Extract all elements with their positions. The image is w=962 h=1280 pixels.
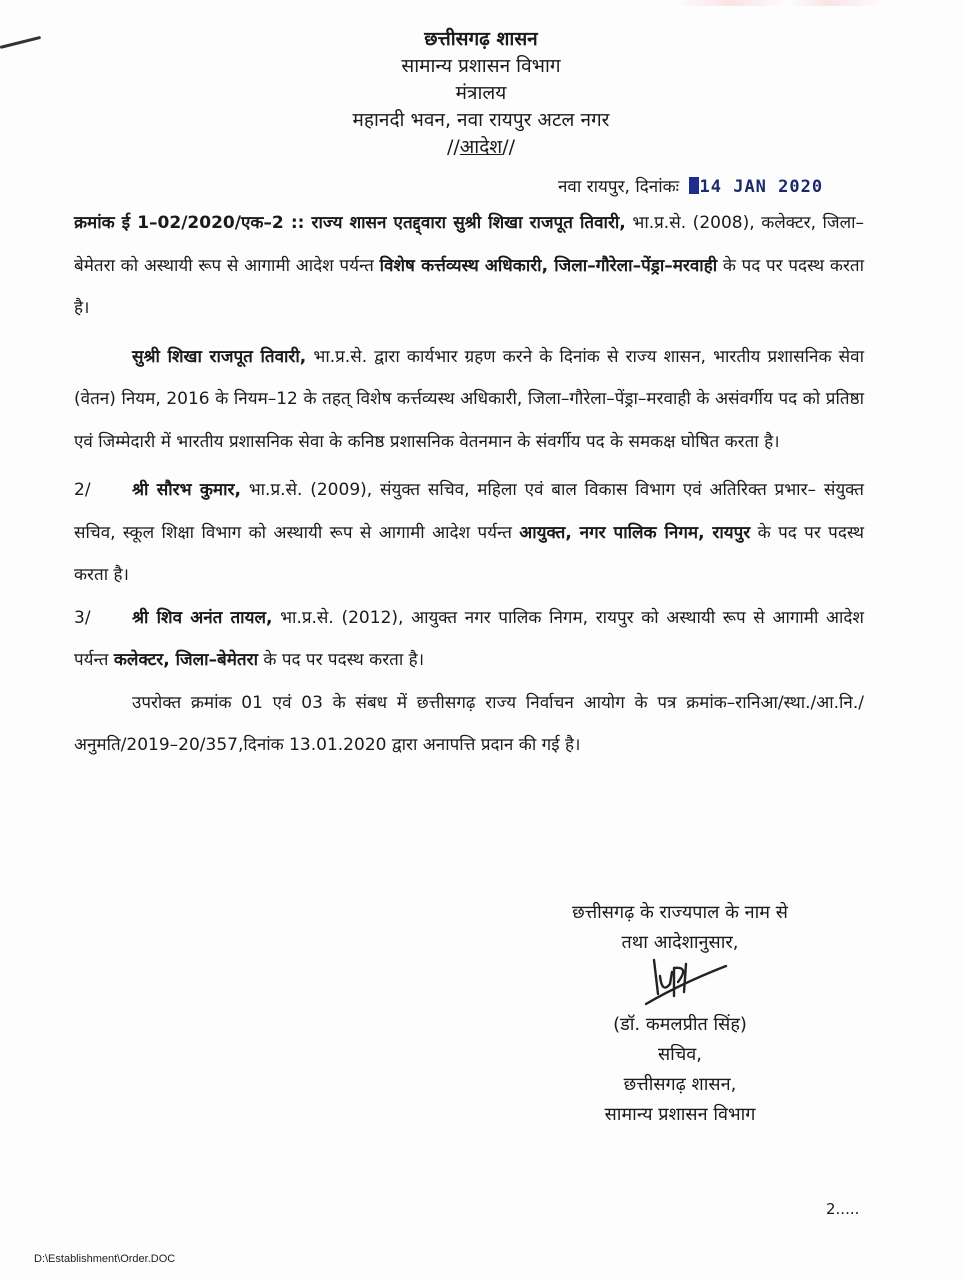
footer-file-path: D:\Establishment\Order.DOC <box>34 1253 176 1265</box>
paragraph-text: भा.प्र.से. (2008), कलेक्टर, जिला–बेमेतरा को अस्थायी रूप से आगामी आदेश पर्यन्त <box>74 213 864 276</box>
posting: कलेक्टर, जिला–बेमेतरा <box>113 650 258 670</box>
page-continuation: 2..... <box>826 1200 860 1218</box>
paragraph-4 <box>74 682 864 767</box>
stamp-date: 14 JAN 2020 <box>699 177 824 197</box>
order-title-text: आदेश <box>459 136 503 158</box>
place-date-label: नवा रायपुर, दिनांकः <box>558 177 680 197</box>
signature <box>500 958 860 1010</box>
department-name: सामान्य प्रशासन विभाग <box>401 55 561 77</box>
paragraph-3 <box>74 597 864 682</box>
order-body <box>74 202 864 767</box>
paragraph-number: 2/ <box>74 480 91 500</box>
paragraph-text: के पद पर पदस्थ करता है। <box>257 650 425 670</box>
order-prefix: // <box>446 136 460 158</box>
posting: आयुक्त, नगर पालिक निगम, रायपुर <box>519 522 751 543</box>
date-stamp <box>689 177 824 197</box>
paragraph-1 <box>74 202 864 330</box>
signatory-name: (डॉ. कमलप्रीत सिंह) <box>613 1014 747 1035</box>
paragraph-text: के पद पर पदस्थ करता है। <box>74 255 864 318</box>
officer-name: सुश्री शिखा राजपूत तिवारी, <box>453 213 626 233</box>
paragraph-number: 3/ <box>74 607 91 628</box>
signatory-department: सामान्य प्रशासन विभाग <box>604 1104 756 1125</box>
dateline <box>558 174 823 197</box>
document-header <box>0 26 962 161</box>
posting: विशेष कर्त्तव्यस्थ अधिकारी, जिला–गौरेला–पेंड्रा–मरवाही <box>379 255 718 276</box>
handwritten-signature-icon <box>640 954 730 1010</box>
paragraph-2 <box>74 469 864 597</box>
paragraph-text: भा.प्र.से. (2012), आयुक्त नगर पालिक निगम, रायपुर को अस्थायी रूप से आगामी आदेश पर्यन्त <box>74 607 864 670</box>
paragraph-text: भा.प्र.से. (2009), संयुक्त सचिव, महिला एवं बाल विकास विभाग एवं अतिरिक्त प्रभार– संयुक्त सचिव, स्कूल शिक्षा विभाग को अस्थायी रूप से आगामी आदेश पर्यन्त <box>74 480 864 543</box>
order-suffix: // <box>502 136 516 158</box>
order-reference: क्रमांक ई 1–02/2020/एक–2 :: राज्य शासन एतद्द्वारा <box>74 213 454 233</box>
govt-name: छत्तीसगढ़ शासन <box>424 28 538 50</box>
authority-line: छत्तीसगढ़ के राज्यपाल के नाम से <box>572 902 788 923</box>
authority-line-2: तथा आदेशानुसार, <box>621 932 739 953</box>
paragraph-text: के पद पर पदस्थ करता है। <box>74 522 864 585</box>
paragraph-text: उपरोक्त क्रमांक 01 एवं 03 के संबध में छत्तीसगढ़ राज्य निर्वाचन आयोग के पत्र क्रमांक–रानिआ/स्था./आ.नि./अनुमति/2019–20/357,दिनांक 13.01.2020 द्वारा अनापत्ति प्रदान की गई है। <box>74 692 864 755</box>
officer-name: श्री शिव अनंत तायल, <box>132 607 273 628</box>
ministry-label: मंत्रालय <box>455 82 507 104</box>
officer-name: सुश्री शिखा राजपूत तिवारी, <box>132 346 307 367</box>
paragraph-text: भा.प्र.से. द्वारा कार्यभार ग्रहण करने के दिनांक से राज्य शासन, भारतीय प्रशासनिक सेवा (वेतन) नियम, 2016 के नियम–12 के तहत् विशेष कर्त्तव्यस्थ अधिकारी, जिला–गौरेला–पेंड्रा–मरवाही के असंवर्गीय पद को प्रतिष्ठा एवं जिम्मेदारी में भारतीय प्रशासनिक सेवा के कनिष्ठ प्रशासनिक वेतनमान के संवर्गीय पद के समकक्ष घोषित करता है। <box>74 346 864 452</box>
signatory-org: छत्तीसगढ़ शासन, <box>623 1074 737 1095</box>
paragraph-1b <box>74 336 864 464</box>
officer-name: श्री सौरभ कुमार, <box>132 480 241 500</box>
signature-block <box>500 898 860 1130</box>
order-title <box>0 134 962 161</box>
stamp-ink-blot <box>689 177 699 194</box>
address: महानदी भवन, नवा रायपुर अटल नगर <box>352 109 610 131</box>
scan-edge <box>0 0 962 6</box>
signatory-designation: सचिव, <box>658 1044 702 1065</box>
